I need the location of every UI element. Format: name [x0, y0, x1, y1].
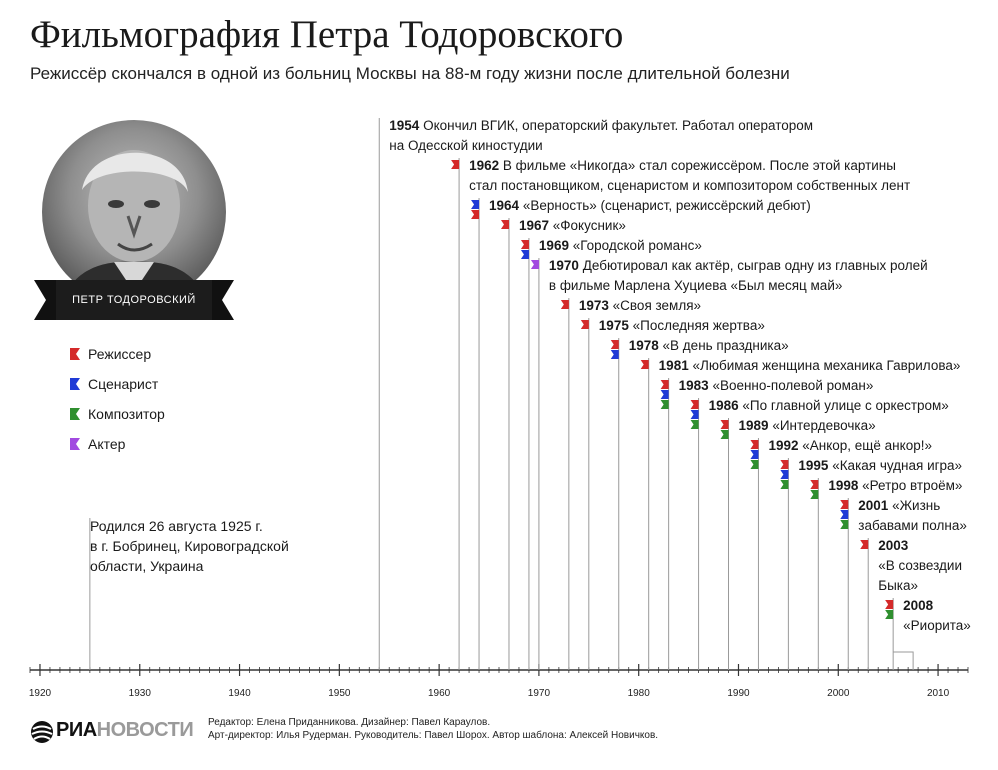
event-description: «Городской романс»	[572, 238, 702, 253]
axis-tick-label: 1930	[128, 688, 151, 699]
event-text-line	[903, 596, 971, 616]
axis-tick-label: 1990	[727, 688, 750, 699]
legend-label: Сценарист	[88, 376, 159, 392]
role-flag-director	[661, 380, 669, 389]
role-flag-actor	[531, 260, 539, 269]
axis-tick-label: 1940	[228, 688, 251, 699]
timeline-event	[579, 296, 701, 316]
role-flag-director	[885, 600, 893, 609]
logo-ria: РИА	[56, 719, 97, 741]
role-flag-composer	[780, 480, 788, 489]
role-flag-writer	[691, 410, 699, 419]
role-flag-composer	[750, 460, 758, 469]
event-text-line	[709, 396, 949, 416]
role-flag-director	[581, 320, 589, 329]
event-description: «Своя земля»	[612, 298, 702, 313]
credits-line: Редактор: Елена Приданникова. Дизайнер: Павел Караулов.	[208, 717, 491, 728]
timeline-event	[519, 216, 626, 236]
timeline-event	[679, 376, 874, 396]
timeline-event	[629, 336, 789, 356]
event-year: 1981	[658, 358, 689, 373]
event-description: на Одесской киностудии	[389, 138, 543, 153]
event-description: «В созвездии	[878, 558, 962, 573]
event-text-line	[878, 556, 962, 576]
event-year: 2008	[903, 598, 934, 613]
event-year: 1975	[598, 318, 629, 333]
axis-tick-label: 1950	[328, 688, 351, 699]
timeline-event	[469, 156, 910, 196]
timeline-event	[489, 196, 811, 216]
page-subtitle: Режиссёр скончался в одной из больниц Москвы на 88-м году жизни после длительной болезни	[30, 64, 790, 83]
timeline-end-connector	[893, 652, 913, 670]
timeline-event	[709, 396, 949, 416]
event-year: 1992	[768, 438, 799, 453]
event-text-line	[579, 296, 701, 316]
role-flag-director	[501, 220, 509, 229]
role-flag-writer	[661, 390, 669, 399]
event-year: 1978	[628, 338, 659, 353]
timeline-event	[599, 316, 765, 336]
page-title: Фильмография Петра Тодоровского	[30, 13, 624, 56]
event-text-line	[903, 616, 971, 636]
globe-icon	[30, 720, 54, 744]
role-flag-director	[750, 440, 758, 449]
role-flag-director	[691, 400, 699, 409]
timeline-event	[549, 256, 928, 296]
role-flag-director	[810, 480, 818, 489]
event-year: 1995	[798, 458, 829, 473]
event-description: Быка»	[878, 578, 918, 593]
birth-note-line: в г. Бобринец, Кировоградской	[90, 538, 289, 554]
timeline-event	[739, 416, 876, 436]
event-description: «Какая чудная игра»	[832, 458, 963, 473]
event-text-line	[599, 316, 765, 336]
role-flag-writer	[840, 510, 848, 519]
role-flag-composer	[840, 520, 848, 529]
event-text-line	[878, 576, 962, 596]
role-flag-composer	[810, 490, 818, 499]
event-year: 1970	[548, 258, 579, 273]
role-flag-composer	[885, 610, 893, 619]
birth-note-line: Родился 26 августа 1925 г.	[90, 518, 263, 534]
event-description: «Риорита»	[903, 618, 971, 633]
role-flag-composer	[661, 400, 669, 409]
role-flag-director	[471, 210, 479, 219]
event-description: «Последняя жертва»	[632, 318, 765, 333]
role-flag-writer	[521, 250, 529, 259]
timeline-event	[903, 596, 971, 636]
event-text-line	[469, 156, 910, 176]
event-year: 1964	[489, 198, 520, 213]
event-description: «Верность» (сценарист, режиссёрский дебют)	[522, 198, 811, 213]
event-text-line	[798, 456, 962, 476]
event-year: 1989	[738, 418, 769, 433]
event-text-line	[629, 336, 789, 356]
role-flag-director	[721, 420, 729, 429]
role-flag-director	[860, 540, 868, 549]
event-text-line	[549, 276, 928, 296]
role-flag-director	[840, 500, 848, 509]
event-year: 2003	[878, 538, 909, 553]
event-text-line	[549, 256, 928, 276]
event-text-line	[519, 216, 626, 236]
event-year: 2001	[858, 498, 889, 513]
event-text-line	[389, 136, 813, 156]
role-flag-writer	[611, 350, 619, 359]
role-flag-director	[641, 360, 649, 369]
role-flag-director	[611, 340, 619, 349]
timeline-event	[828, 476, 962, 496]
event-description: «Анкор, ещё анкор!»	[802, 438, 932, 453]
event-year: 1954	[389, 118, 420, 133]
event-description: забавами полна»	[858, 518, 967, 533]
event-description: Окончил ВГИК, операторский факультет. Работал оператором	[423, 118, 814, 133]
legend-label: Композитор	[88, 406, 165, 422]
event-description: «Фокусник»	[552, 218, 626, 233]
role-flag-writer	[750, 450, 758, 459]
role-flag-director	[521, 240, 529, 249]
logo-novosti: НОВОСТИ	[96, 719, 194, 741]
role-flag-composer	[721, 430, 729, 439]
event-description: «Любимая женщина механика Гаврилова»	[692, 358, 961, 373]
axis-tick-label: 1920	[28, 688, 52, 699]
timeline-event	[539, 236, 702, 256]
axis-tick-label: 2000	[827, 688, 850, 699]
ria-logo-text	[56, 717, 193, 743]
event-description: Дебютировал как актёр, сыграв одну из главных ролей	[582, 258, 928, 273]
event-description: «По главной улице с оркестром»	[742, 398, 949, 413]
timeline-event	[659, 356, 961, 376]
role-flag-director	[780, 460, 788, 469]
event-year: 1998	[828, 478, 859, 493]
timeline-event	[858, 496, 967, 536]
event-description: «Интердевочка»	[772, 418, 876, 433]
event-text-line	[768, 436, 932, 456]
event-description: стал постановщиком, сценаристом и композитором собственных лент	[469, 178, 911, 193]
event-year: 1983	[678, 378, 709, 393]
timeline-event	[878, 536, 962, 596]
timeline-event	[389, 116, 813, 156]
event-year: 1967	[518, 218, 550, 233]
event-text-line	[739, 416, 876, 436]
event-text-line	[539, 236, 702, 256]
role-flag-director	[561, 300, 569, 309]
legend-label: Режиссер	[88, 346, 152, 362]
axis-tick-label: 1960	[428, 688, 451, 699]
role-flag-composer	[691, 420, 699, 429]
axis-tick-label: 1980	[627, 688, 650, 699]
event-description: «Жизнь	[892, 498, 941, 513]
axis-tick-label: 2010	[926, 688, 950, 699]
event-text-line	[828, 476, 962, 496]
event-description: «Ретро втроём»	[862, 478, 963, 493]
person-name: ПЕТР ТОДОРОВСКИЙ	[72, 294, 196, 306]
event-text-line	[878, 536, 962, 556]
legend-label: Актер	[88, 436, 126, 452]
event-year: 1973	[578, 298, 609, 313]
event-description: В фильме «Никогда» стал сорежиссёром. После этой картины	[502, 158, 896, 173]
event-text-line	[389, 116, 813, 136]
timeline-event	[768, 436, 932, 456]
event-text-line	[858, 496, 967, 516]
axis-tick-label: 1970	[527, 688, 551, 699]
birth-note-line: области, Украина	[90, 558, 204, 574]
event-description: «В день праздника»	[662, 338, 789, 353]
event-text-line	[858, 516, 967, 536]
timeline-event	[798, 456, 962, 476]
credits-line: Арт-директор: Илья Рудерман. Руководитель: Павел Шорох. Автор шаблона: Алексей Новичков.	[208, 730, 659, 741]
event-description: «Военно-полевой роман»	[712, 378, 874, 393]
event-text-line	[659, 356, 961, 376]
event-year: 1962	[469, 158, 500, 173]
event-year: 1986	[708, 398, 739, 413]
event-text-line	[489, 196, 811, 216]
role-flag-director	[451, 160, 459, 169]
role-flag-writer	[780, 470, 788, 479]
event-description: в фильме Марлена Хуциева «Был месяц май»	[548, 278, 843, 293]
event-text-line	[679, 376, 874, 396]
event-year: 1969	[538, 238, 569, 253]
role-flag-writer	[471, 200, 479, 209]
event-text-line	[469, 176, 910, 196]
